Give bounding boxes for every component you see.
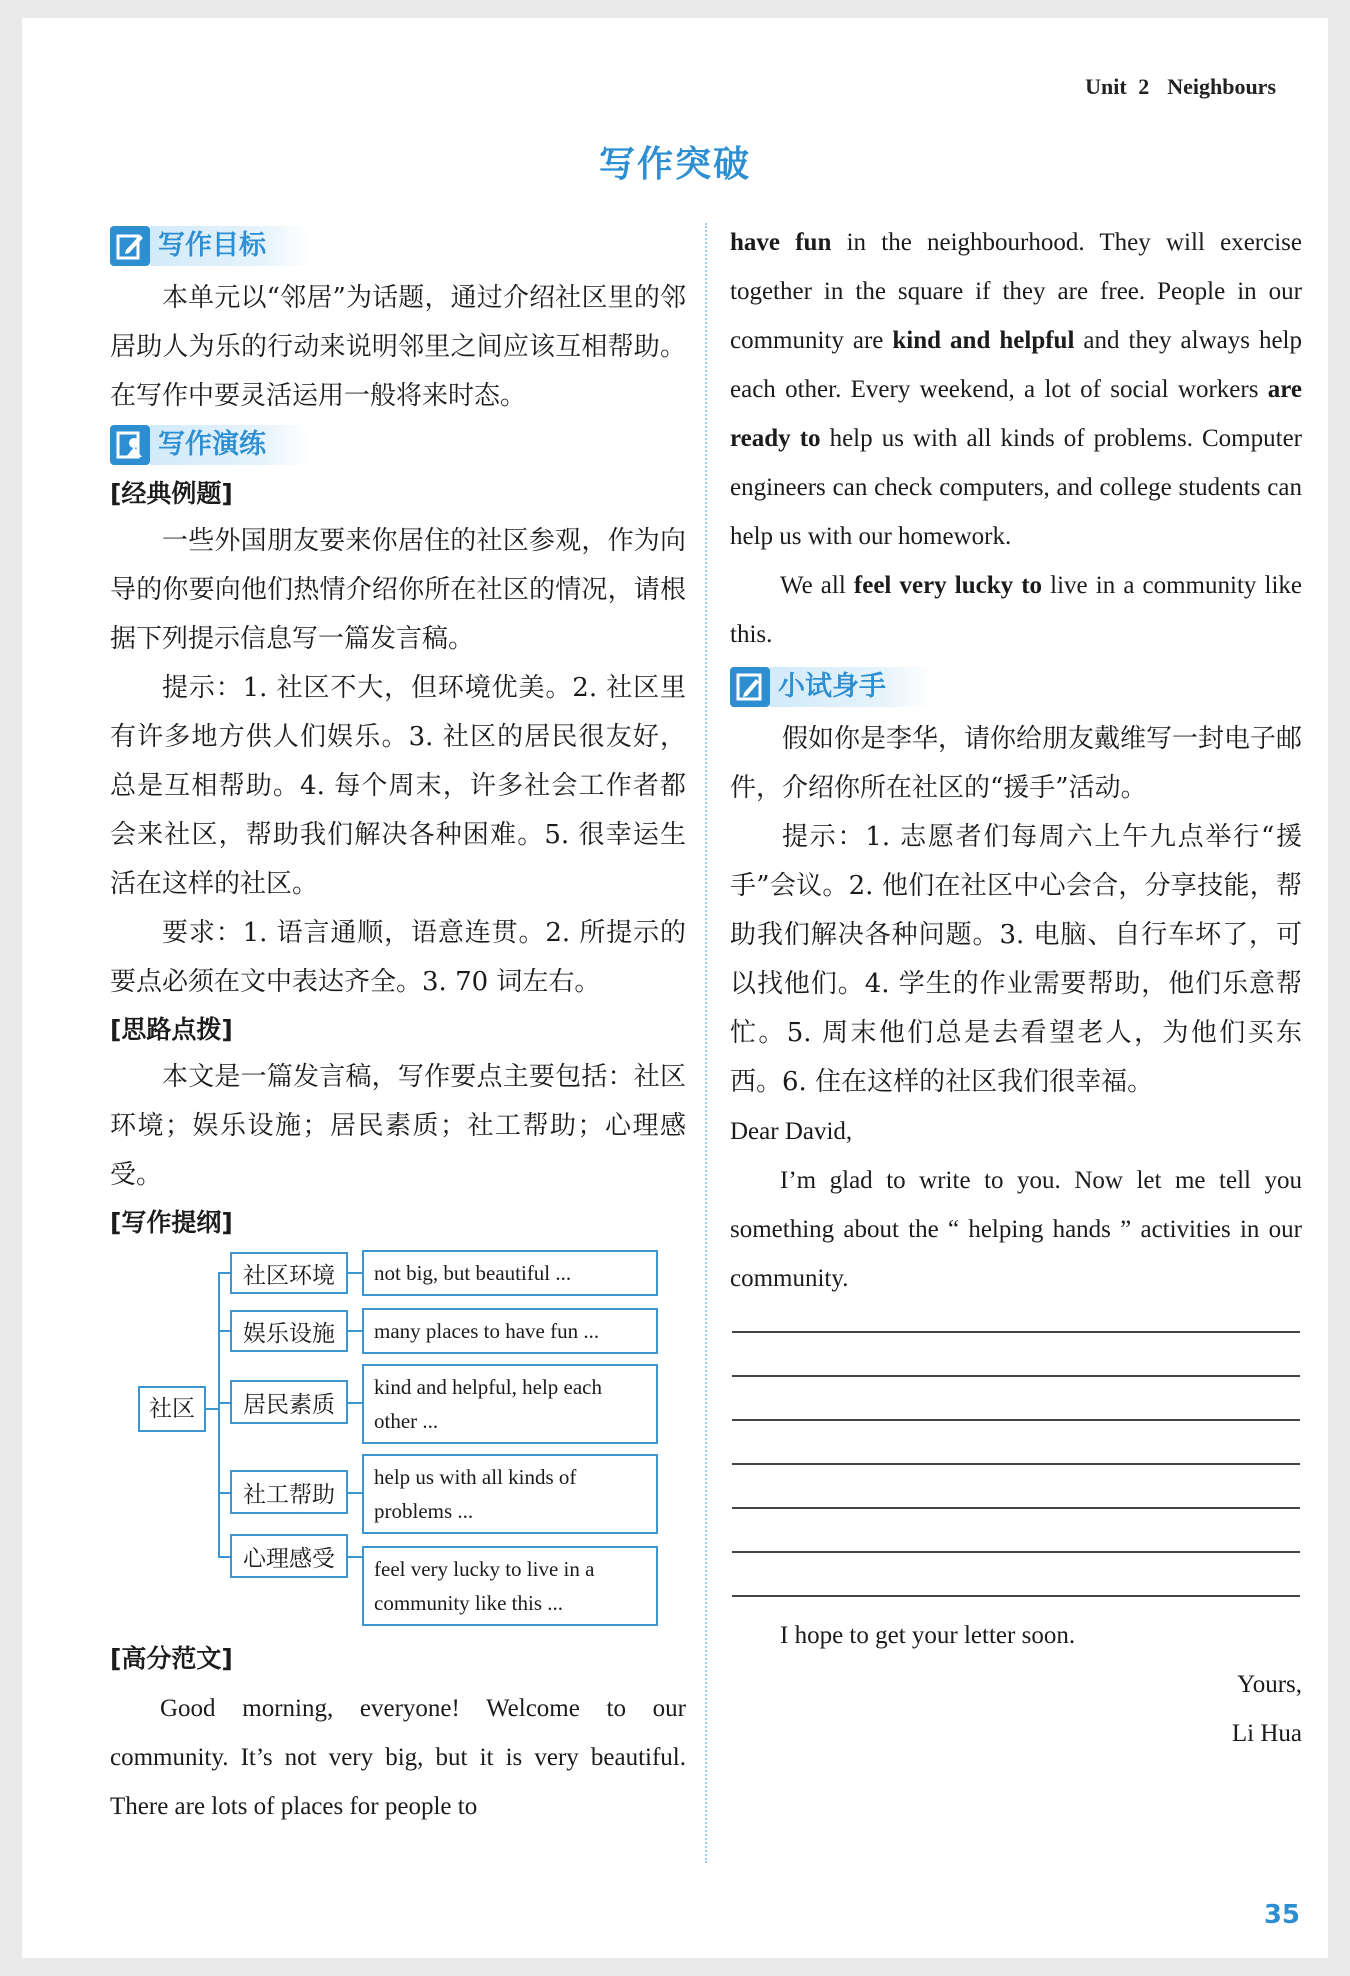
pencil-note-icon xyxy=(110,226,150,266)
section-header-practice xyxy=(110,425,686,465)
writing-lines xyxy=(730,1331,1302,1597)
essay-text: We all xyxy=(780,572,854,599)
outline-leaf: not big, but beautiful ... xyxy=(362,1250,658,1296)
unit-header xyxy=(1085,74,1276,100)
outline-leaf: feel very lucky to live in a community like this ... xyxy=(362,1546,658,1626)
section-title-practice: 写作演练 xyxy=(150,425,310,465)
example-label: [经典例题] xyxy=(110,479,233,508)
right-column xyxy=(730,218,1302,1758)
writing-line[interactable] xyxy=(732,1419,1300,1421)
outline-category: 居民素质 xyxy=(230,1380,348,1424)
unit-title: Neighbours xyxy=(1167,74,1276,99)
writing-line[interactable] xyxy=(732,1595,1300,1597)
connector xyxy=(348,1402,362,1404)
writing-line[interactable] xyxy=(732,1551,1300,1553)
writing-line[interactable] xyxy=(732,1375,1300,1377)
bold-phrase: feel very lucky to xyxy=(853,572,1043,599)
bold-phrase: kind and helpful xyxy=(892,327,1075,354)
model-essay-p1-start: Good morning, everyone! Welcome to our community. It’s not very big, but it is very beautiful. There are lots of places for people to xyxy=(110,1695,686,1820)
example-text: 一些外国朋友要来你居住的社区参观，作为向导的你要向他们热情介绍你所在社区的情况，请根据下列提示信息写一篇发言稿。 xyxy=(110,526,686,654)
idea-text: 本文是一篇发言稿，写作要点主要包括：社区环境；娱乐设施；居民素质；社工帮助；心理感受。 xyxy=(110,1062,686,1190)
idea-label: [思路点拨] xyxy=(110,1015,233,1044)
model-label: [高分范文] xyxy=(110,1644,233,1673)
bold-phrase: have fun xyxy=(730,229,832,256)
example-requirements: 要求：1. 语言通顺，语意连贯。2. 所提示的要点必须在文中表达齐全。3. 70 词左右。 xyxy=(110,918,686,997)
page-title: 写作突破 xyxy=(598,144,751,185)
outline-diagram xyxy=(110,1250,686,1640)
try-hints: 提示：1. 志愿者们每周六上午九点举行“援手”会议。2. 他们在社区中心会合，分享技能，帮助我们解决各种问题。3. 电脑、自行车坏了，可以找他们。4. 学生的作业需要帮助，他们乐意帮忙。5. 周末他们总是去看望老人，为他们买东西。6. 住在这样的社区我们很幸福。 xyxy=(730,822,1302,1097)
connector xyxy=(348,1272,362,1274)
writing-line[interactable] xyxy=(732,1507,1300,1509)
letter-opening: I’m glad to write to you. Now let me tell you something about the “ helping hands ” activities in our community. xyxy=(730,1167,1302,1292)
letter-signature: Li Hua xyxy=(1231,1720,1302,1747)
outline-leaf: kind and helpful, help each other ... xyxy=(362,1364,658,1444)
section-title-try: 小试身手 xyxy=(770,667,930,707)
textbook-page xyxy=(22,18,1328,1958)
letter-closing: I hope to get your letter soon. xyxy=(780,1622,1076,1649)
essay-text: in the neighbourhood. They will exercise together in the square if they are free. People in our community are xyxy=(730,229,1302,354)
essay-text: live in a community like this. xyxy=(730,572,1302,648)
letter-salutation: Dear David, xyxy=(730,1118,853,1145)
example-hints: 提示：1. 社区不大，但环境优美。2. 社区里有许多地方供人们娱乐。3. 社区的居民很友好，总是互相帮助。4. 每个周末，许多社会工作者都会来社区，帮助我们解决各种困难。5. 很幸运生活在这样的社区。 xyxy=(110,673,686,899)
model-essay-p2 xyxy=(730,561,1302,659)
section-header-goal xyxy=(110,226,686,266)
essay-text: and they always help each other. Every weekend, a lot of social workers xyxy=(730,327,1302,403)
model-essay-p1-cont xyxy=(730,218,1302,561)
outline-leaf: help us with all kinds of problems ... xyxy=(362,1454,658,1534)
connector xyxy=(218,1556,230,1558)
essay-text: help us with all kinds of problems. Computer engineers can check computers, and college students can help us with our homework. xyxy=(730,425,1302,550)
outline-category: 心理感受 xyxy=(230,1534,348,1578)
outline-category: 娱乐设施 xyxy=(230,1310,348,1352)
page-number: 35 xyxy=(1263,1900,1300,1930)
writing-line[interactable] xyxy=(732,1331,1300,1333)
unit-number: Unit 2 xyxy=(1085,74,1150,99)
outline-leaf: many places to have fun ... xyxy=(362,1308,658,1354)
outline-category: 社工帮助 xyxy=(230,1470,348,1514)
connector xyxy=(218,1272,220,1556)
outline-label: [写作提纲] xyxy=(110,1208,233,1237)
connector xyxy=(218,1272,230,1274)
practice-icon xyxy=(110,425,150,465)
connector xyxy=(348,1330,362,1332)
outline-category: 社区环境 xyxy=(230,1252,348,1294)
goal-text: 本单元以“邻居”为话题，通过介绍社区里的邻居助人为乐的行动来说明邻里之间应该互相帮助。在写作中要灵活运用一般将来时态。 xyxy=(110,283,686,411)
section-header-try xyxy=(730,667,1302,707)
column-divider xyxy=(705,223,707,1863)
connector xyxy=(218,1492,230,1494)
connector xyxy=(218,1402,230,1404)
bold-phrase: are ready to xyxy=(730,376,1302,452)
section-title-goal: 写作目标 xyxy=(150,226,310,266)
edit-note-icon xyxy=(730,667,770,707)
writing-line[interactable] xyxy=(732,1463,1300,1465)
connector xyxy=(348,1492,362,1494)
try-task: 假如你是李华，请你给朋友戴维写一封电子邮件，介绍你所在社区的“援手”活动。 xyxy=(730,724,1303,803)
letter-signoff: Yours, xyxy=(1237,1671,1302,1698)
outline-root: 社区 xyxy=(138,1386,206,1432)
connector xyxy=(348,1556,362,1558)
left-column xyxy=(110,226,686,1831)
connector xyxy=(218,1330,230,1332)
